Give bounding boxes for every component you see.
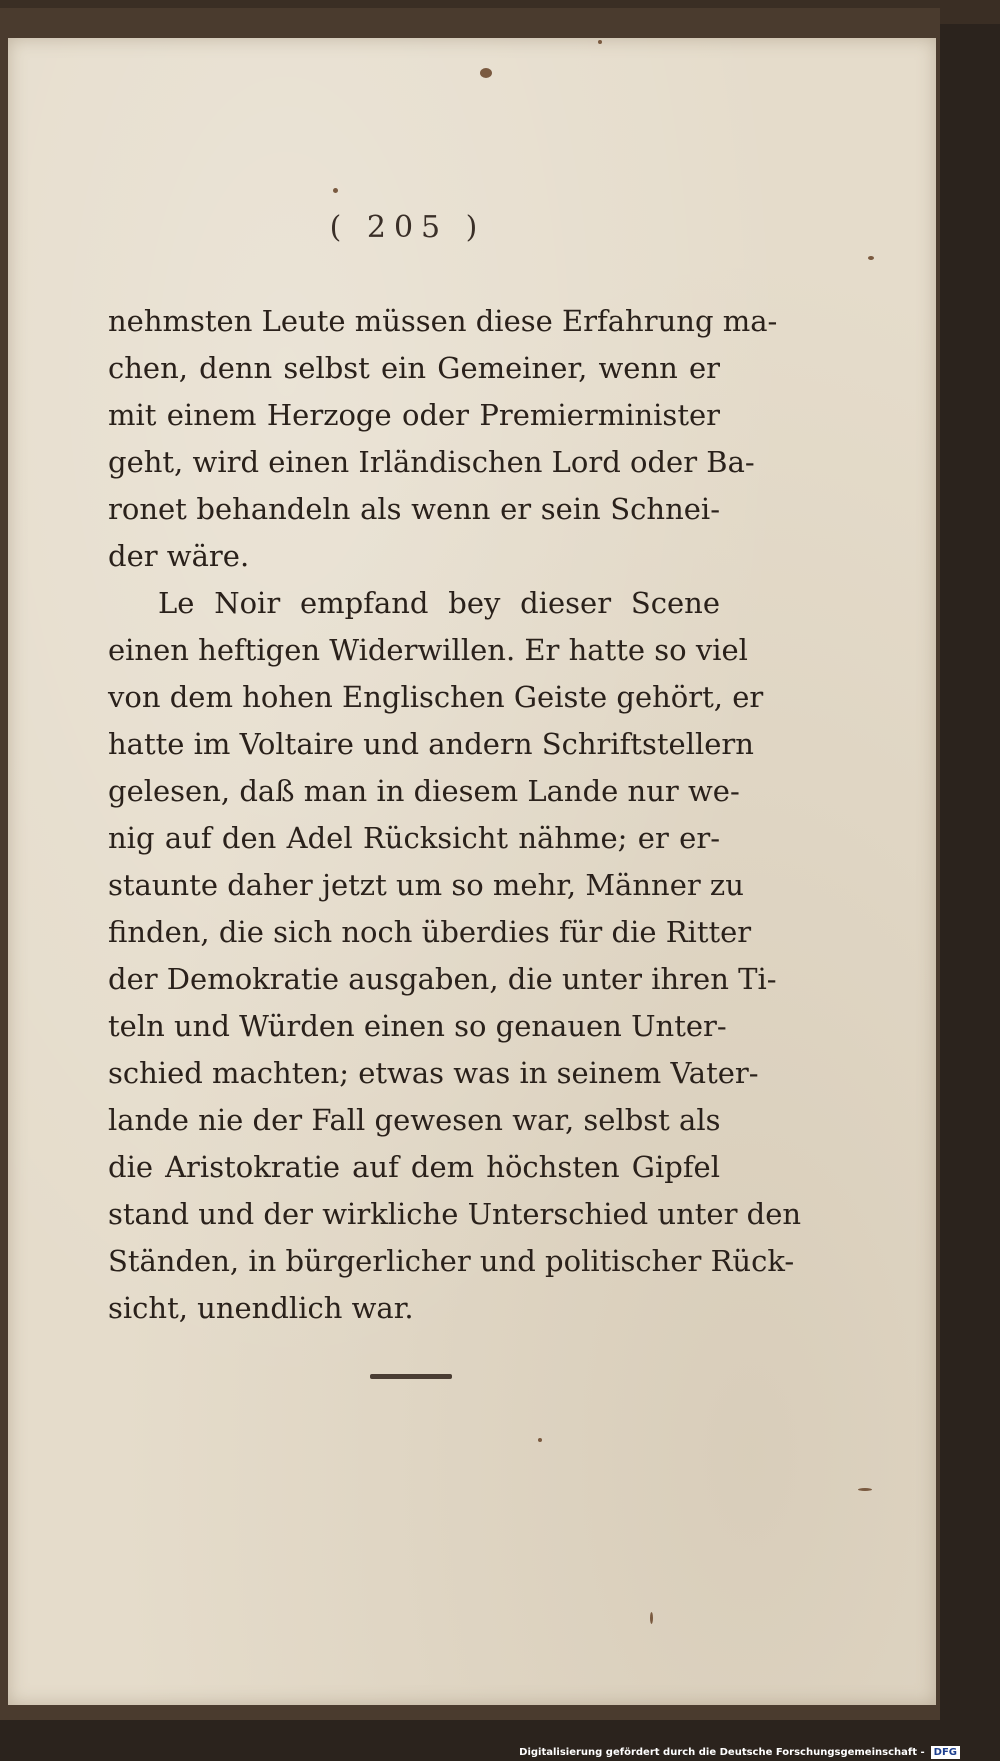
text-line: finden, die sich noch überdies für die Ritter xyxy=(108,915,752,949)
text-line: staunte daher jetzt um so mehr, Männer zu xyxy=(108,868,744,902)
body-text xyxy=(108,298,802,1332)
dfg-logo: DFG xyxy=(931,1746,960,1759)
digitization-footer xyxy=(519,1744,960,1761)
text-line: schied machten; etwas was in seinem Vater- xyxy=(108,1056,759,1090)
text-line: teln und Würden einen so genauen Unter- xyxy=(108,1009,727,1043)
text-line: hatte im Voltaire und andern Schriftstellern xyxy=(108,727,754,761)
text-line: nig auf den Adel Rücksicht nähme; er er- xyxy=(108,821,720,855)
paper-spot xyxy=(858,1488,872,1491)
text-line: stand und der wirkliche Unterschied unter den xyxy=(108,1197,802,1231)
text-line: ronet behandeln als wenn er sein Schnei- xyxy=(108,492,720,526)
text-line: die Aristokratie auf dem höchsten Gipfel xyxy=(108,1150,720,1184)
paragraph xyxy=(108,298,778,580)
paragraph xyxy=(108,580,802,1332)
text-line: von dem hohen Englischen Geiste gehört, er xyxy=(108,680,764,714)
paper-spot xyxy=(650,1612,653,1624)
paper-spot xyxy=(868,256,874,260)
text-line: nehmsten Leute müssen diese Erfahrung ma- xyxy=(108,304,778,338)
text-line: Ständen, in bürgerlicher und politischer Rück- xyxy=(108,1244,795,1278)
paper-spot xyxy=(538,1438,542,1442)
text-line: mit einem Herzoge oder Premierminister xyxy=(108,398,720,432)
text-line: sicht, unendlich war. xyxy=(108,1291,414,1325)
end-of-section-rule xyxy=(370,1374,452,1379)
text-line: der Demokratie ausgaben, die unter ihren Ti- xyxy=(108,962,777,996)
footer-credit: Digitalisierung gefördert durch die Deutsche Forschungsgemeinschaft - xyxy=(519,1747,925,1758)
text-line: geht, wird einen Irländischen Lord oder Ba- xyxy=(108,445,755,479)
text-line: chen, denn selbst ein Gemeiner, wenn er xyxy=(108,351,720,385)
text-line: der wäre. xyxy=(108,539,250,573)
paper-spot xyxy=(480,68,492,78)
text-line: einen heftigen Widerwillen. Er hatte so viel xyxy=(108,633,748,667)
paper-spot xyxy=(333,188,338,193)
text-line: lande nie der Fall gewesen war, selbst als xyxy=(108,1103,721,1137)
paper-spot xyxy=(598,40,602,44)
text-line: gelesen, daß man in diesem Lande nur we- xyxy=(108,774,740,808)
text-line: Le Noir empfand bey dieser Scene xyxy=(158,586,720,620)
page-number: ( 205 ) xyxy=(329,210,486,245)
